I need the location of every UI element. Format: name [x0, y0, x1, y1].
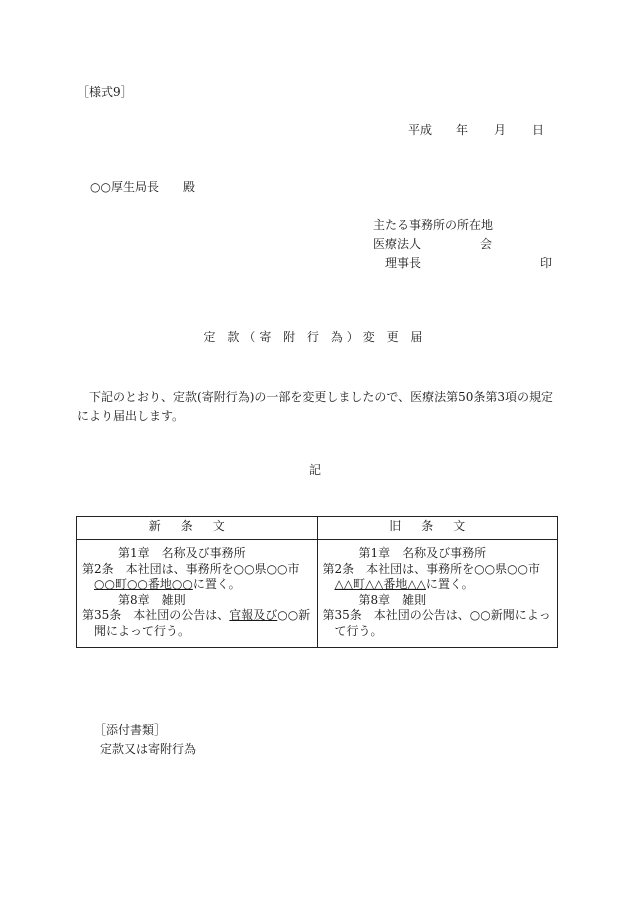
- new-clause-cell: [77, 540, 318, 648]
- sender-corporation: 医療法人 会: [373, 237, 493, 251]
- date-month: 月: [494, 123, 507, 137]
- new-chapter-1: 第1章 名称及び事務所: [118, 546, 246, 560]
- attachment-item: 定款又は寄附行為: [100, 742, 197, 756]
- old-chapter-8: 第8章 雑則: [358, 592, 427, 607]
- form-number: ［様式9］: [77, 85, 133, 99]
- old-article-2-line2: △△町△△番地△△に置く。: [334, 577, 474, 591]
- new-article-35-line1: 第35条 本社団の公告は、官報及び○○新: [82, 608, 311, 622]
- old-article-35-line1: 第35条 本社団の公告は、○○新聞によっ: [322, 608, 551, 622]
- seal-mark: 印: [540, 256, 553, 270]
- date-line: [408, 124, 544, 136]
- comparison-table: [76, 516, 558, 648]
- date-year: 年: [456, 123, 469, 137]
- new-article-2-line2: ○○町○○番地○○に置く。: [94, 577, 241, 591]
- sender-office-address: 主たる事務所の所在地: [373, 218, 494, 232]
- addressee-name: ○○厚生局長: [90, 180, 159, 194]
- date-day: 日: [532, 123, 545, 137]
- sender-block: [373, 218, 553, 276]
- body-text: 下記のとおり、定款(寄附行為)の一部を変更しましたので、医療法第50条第3項の規定により届出します。: [77, 390, 554, 423]
- new-chapter-8: 第8章 雑則: [118, 592, 186, 607]
- addressee-honorific: 殿: [182, 180, 195, 194]
- new-clause-header: 新条文: [77, 517, 318, 540]
- date-era: 平成: [408, 123, 433, 137]
- addressee: [90, 181, 195, 193]
- new-article-35-line2: 聞によって行う。: [94, 623, 191, 638]
- sender-director: 理事長 印: [385, 256, 553, 270]
- old-clause-header: 旧条文: [317, 517, 558, 540]
- old-chapter-1: 第1章 名称及び事務所: [358, 546, 487, 560]
- old-clause-cell: [317, 540, 558, 648]
- document-title: 定 款（寄 附 行 為）変 更 届: [203, 330, 427, 344]
- old-article-2-line1: 第2条 本社団は、事務所を○○県○○市: [322, 561, 541, 576]
- attachments-label: ［添付書類］: [94, 723, 167, 737]
- old-article-35-line2: て行う。: [334, 623, 383, 638]
- new-article-2-line1: 第2条 本社団は、事務所を○○県○○市: [82, 561, 300, 576]
- ki-heading: 記: [308, 463, 321, 477]
